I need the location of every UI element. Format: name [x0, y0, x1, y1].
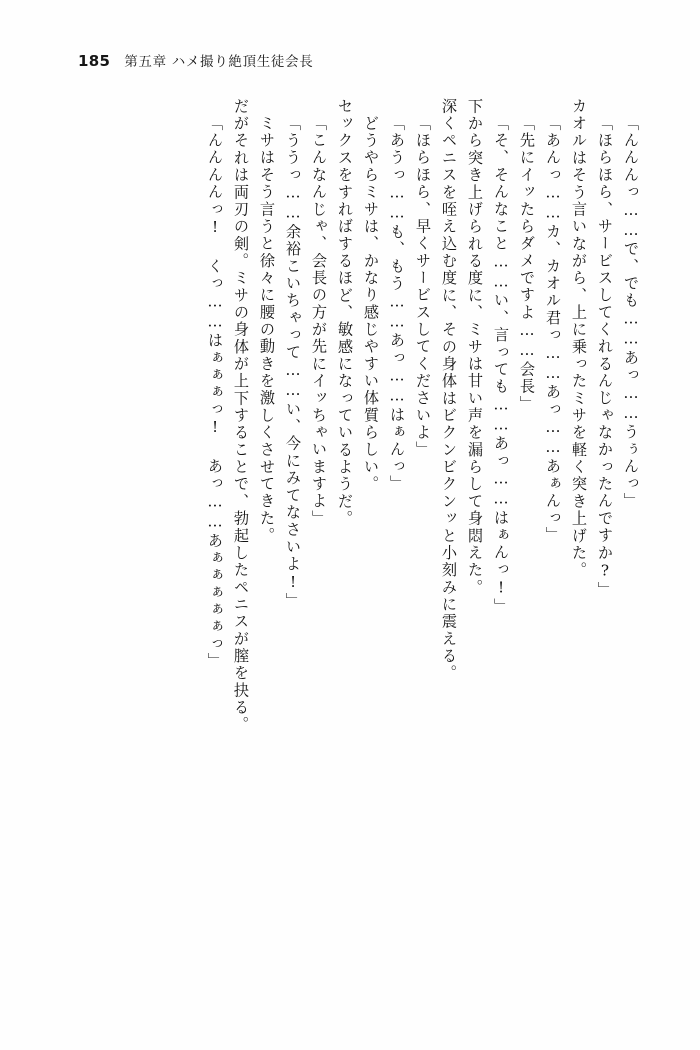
page-number: 185: [78, 52, 111, 70]
text-line: 「先にイッたらダメですよ……会長」: [518, 115, 536, 413]
chapter-title: 第五章 ハメ撮り絶頂生徒会長: [124, 54, 314, 70]
text-line: ミサはそう言うと徐々に腰の動きを激しくさせてきた。: [258, 115, 276, 545]
text-line: 「んんんんっ! くっ……はぁぁぁっ! あっ……あぁぁぁぁぁっ」: [206, 115, 224, 670]
text-line: 「あうっ……も、もう……あっ……はぁんっ」: [388, 115, 406, 493]
text-line: 下から突き上げられる度に、ミサは甘い声を漏らして身悶えた。: [466, 98, 484, 597]
text-line: 「あんっ……カ、カオル君っ……あっ……あぁんっ」: [544, 115, 562, 545]
text-line: 「そ、そんなこと……い、言っても……あっ……はぁんっ!」: [492, 115, 510, 616]
text-line: 「こんなんじゃ、会長の方が先にイッちゃいますよ」: [310, 115, 328, 528]
text-line: セックスをすればするほど、敏感になっているようだ。: [336, 98, 354, 528]
text-line: 「ううっ……余裕こいちゃって……い、今にみてなさいよ!」: [284, 115, 302, 610]
text-line: 「ほらほら、サービスしてくれるんじゃなかったんですか?」: [596, 115, 614, 599]
text-line: カオルはそう言いながら、上に乗ったミサを軽く突き上げた。: [570, 98, 588, 579]
text-line: 「んんんっ……で、でも……あっ……うぅんっ」: [622, 115, 640, 510]
body-text: [62, 98, 638, 990]
text-line: 深くペニスを咥え込む度に、その身体はビクンビクンッと小刻みに震える。: [440, 98, 458, 682]
text-line: だがそれは両刃の剣。ミサの身体が上下することで、勃起したペニスが膣を抉る。: [232, 98, 250, 734]
text-line: どうやらミサは、かなり感じやすい体質らしい。: [362, 115, 380, 493]
text-line: 「ほらほら、早くサービスしてくださいよ」: [414, 115, 432, 459]
page-header: [78, 50, 622, 72]
